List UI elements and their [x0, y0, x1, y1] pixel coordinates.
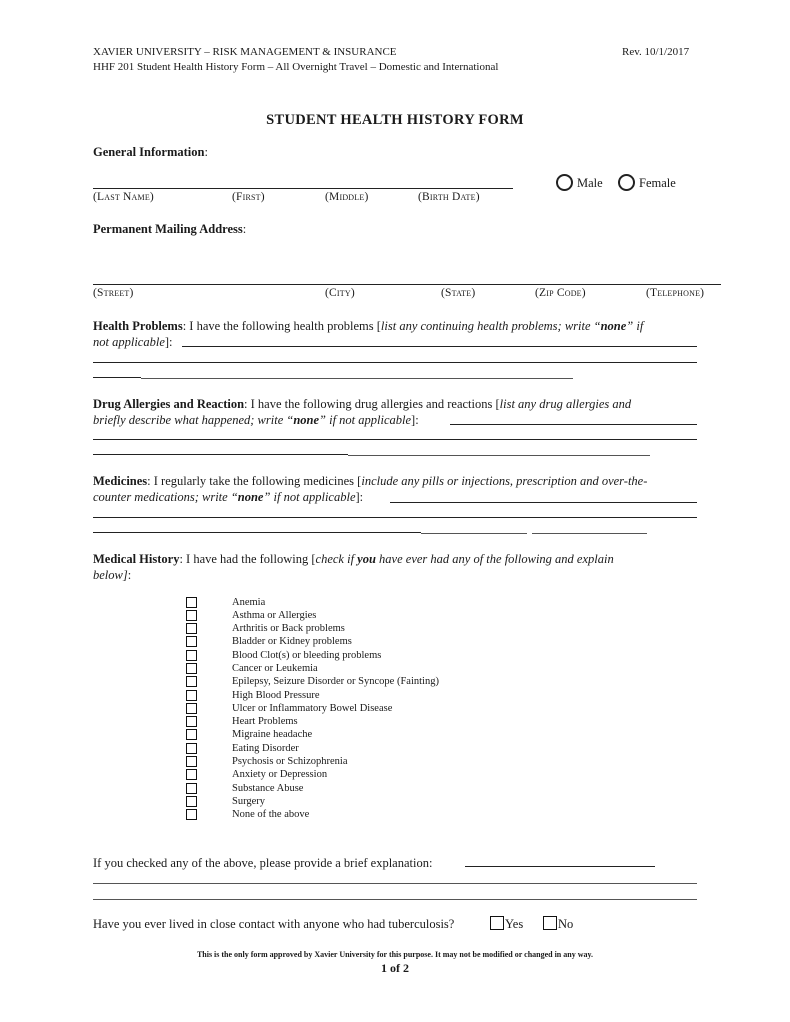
condition-label: Substance Abuse	[232, 783, 304, 794]
checkbox-none[interactable]	[186, 809, 197, 820]
checkbox-psychosis[interactable]	[186, 756, 197, 767]
checkbox-arthritis[interactable]	[186, 623, 197, 634]
label-birth-date: (Birth Date)	[418, 191, 480, 203]
revision-date: Rev. 10/1/2017	[622, 46, 690, 58]
label-last-name: (Last Name)	[93, 191, 154, 203]
label-state: (State)	[441, 287, 476, 299]
checkbox-substance-abuse[interactable]	[186, 783, 197, 794]
page-number: 1 of 2	[381, 961, 409, 975]
checkbox-asthma[interactable]	[186, 610, 197, 621]
address-heading: Permanent Mailing Address:	[93, 222, 247, 236]
tuberculosis-question: Have you ever lived in close contact with anyone who had tuberculosis?	[93, 917, 455, 931]
health-problems-line-2[interactable]	[93, 362, 697, 363]
condition-label: Arthritis or Back problems	[232, 623, 345, 634]
tuberculosis-no-checkbox[interactable]	[543, 916, 557, 930]
checkbox-eating-disorder[interactable]	[186, 743, 197, 754]
explanation-line-3[interactable]	[93, 899, 697, 900]
name-input-line[interactable]	[93, 188, 513, 189]
male-label: Male	[577, 176, 603, 190]
header-subtitle: HHF 201 Student Health History Form – All Overnight Travel – Domestic and International	[93, 61, 499, 73]
condition-label: Anemia	[232, 597, 266, 608]
condition-label: Bladder or Kidney problems	[232, 636, 352, 647]
label-zip: (Zip Code)	[535, 287, 586, 299]
condition-label: Ulcer or Inflammatory Bowel Disease	[232, 703, 393, 714]
medicines-line-2[interactable]	[93, 517, 697, 518]
condition-label: Migraine headache	[232, 729, 313, 740]
medicines-line-1[interactable]	[390, 502, 697, 503]
drug-allergies-line-3a[interactable]	[93, 454, 348, 455]
explanation-line-1[interactable]	[465, 866, 655, 867]
condition-label: Asthma or Allergies	[232, 610, 317, 621]
page-title: STUDENT HEALTH HISTORY FORM	[266, 112, 524, 128]
health-problems-line-3b[interactable]	[141, 378, 573, 379]
label-city: (City)	[325, 287, 355, 299]
female-label: Female	[639, 176, 676, 190]
medicines-line-3a[interactable]	[93, 532, 421, 533]
checkbox-ulcer[interactable]	[186, 703, 197, 714]
drug-allergies-line-3b[interactable]	[348, 455, 650, 456]
medical-history-prompt: Medical History: I have had the following [check if you have ever had any of the following and explain below]:	[93, 552, 614, 582]
checkbox-high-blood-pressure[interactable]	[186, 690, 197, 701]
health-problems-line-1[interactable]	[182, 346, 697, 347]
header-org: XAVIER UNIVERSITY – RISK MANAGEMENT & INSURANCE	[93, 46, 397, 58]
checkbox-surgery[interactable]	[186, 796, 197, 807]
explanation-prompt: If you checked any of the above, please provide a brief explanation:	[93, 856, 433, 870]
label-street: (Street)	[93, 287, 134, 299]
checkbox-epilepsy[interactable]	[186, 676, 197, 687]
general-info-heading: General Information:	[93, 145, 208, 159]
explanation-line-2[interactable]	[93, 883, 697, 884]
condition-label: None of the above	[232, 809, 310, 820]
health-problems-prompt: Health Problems: I have the following health problems [list any continuing health problems; write “none” if not applicable]:	[93, 319, 644, 349]
condition-label: Epilepsy, Seizure Disorder or Syncope (Fainting)	[232, 676, 439, 687]
male-radio[interactable]	[556, 174, 573, 191]
medicines-line-3c[interactable]	[532, 533, 647, 534]
checkbox-cancer[interactable]	[186, 663, 197, 674]
condition-label: Blood Clot(s) or bleeding problems	[232, 650, 382, 661]
condition-label: Anxiety or Depression	[232, 769, 328, 780]
drug-allergies-prompt: Drug Allergies and Reaction: I have the following drug allergies and reactions [list any drug allergies and briefly describe what happened; write “none” if not applicable]:	[93, 397, 632, 427]
drug-allergies-line-1[interactable]	[450, 424, 697, 425]
condition-label: High Blood Pressure	[232, 690, 320, 701]
tuberculosis-yes-label: Yes	[505, 917, 524, 931]
medicines-prompt: Medicines: I regularly take the following medicines [include any pills or injections, prescription and over-the- counter medications; write “none” if not applicable]:	[93, 474, 648, 504]
condition-label: Surgery	[232, 796, 266, 807]
checkbox-migraine[interactable]	[186, 729, 197, 740]
address-input-line[interactable]	[93, 284, 721, 285]
medicines-line-3b[interactable]	[421, 533, 527, 534]
drug-allergies-line-2[interactable]	[93, 439, 697, 440]
label-telephone: (Telephone)	[646, 287, 705, 299]
label-first: (First)	[232, 191, 265, 203]
footer-notice: This is the only form approved by Xavier University for this purpose. It may not be modified or changed in any way.	[196, 950, 594, 959]
checkbox-anemia[interactable]	[186, 597, 197, 608]
female-radio[interactable]	[618, 174, 635, 191]
checkbox-bladder[interactable]	[186, 636, 197, 647]
checkbox-blood-clots[interactable]	[186, 650, 197, 661]
condition-label: Psychosis or Schizophrenia	[232, 756, 348, 767]
condition-label: Heart Problems	[232, 716, 298, 727]
tuberculosis-yes-checkbox[interactable]	[490, 916, 504, 930]
checkbox-heart[interactable]	[186, 716, 197, 727]
condition-label: Eating Disorder	[232, 743, 299, 754]
checkbox-anxiety[interactable]	[186, 769, 197, 780]
label-middle: (Middle)	[325, 191, 369, 203]
condition-label: Cancer or Leukemia	[232, 663, 318, 674]
health-problems-line-3a[interactable]	[93, 377, 141, 378]
tuberculosis-no-label: No	[558, 917, 574, 931]
